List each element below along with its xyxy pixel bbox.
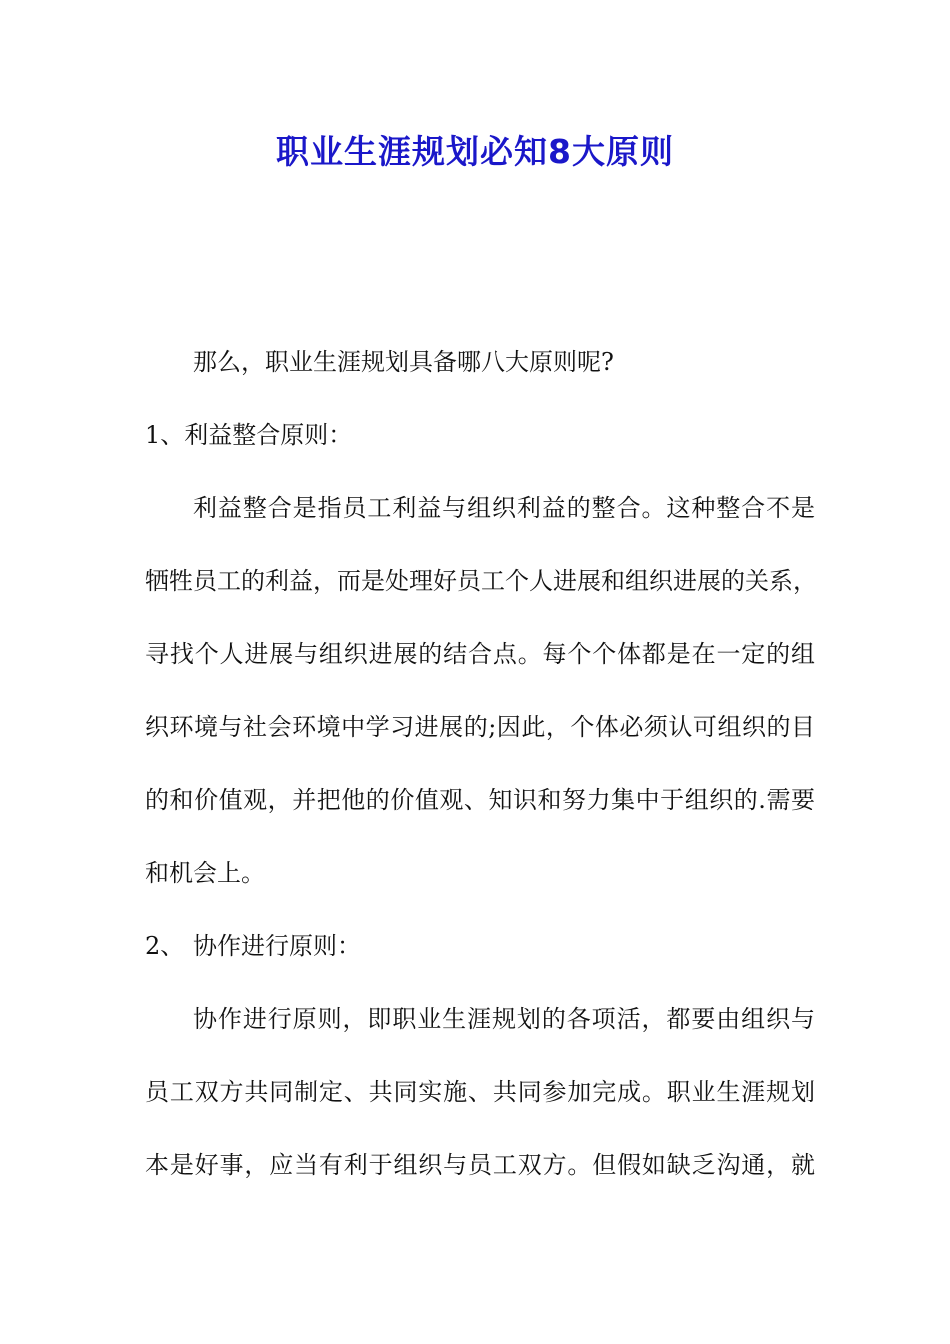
- paragraph-line: 牺牲员工的利益，而是处理好员工个人进展和组织进展的关系，: [145, 567, 817, 595]
- document-body: [145, 338, 815, 1214]
- section-heading-2: [145, 922, 815, 995]
- paragraph-line: 员工双方共同制定、共同实施、共同参加完成。职业生涯规划: [145, 1078, 815, 1106]
- paragraph-line: 利益整合是指员工利益与组织利益的整合。这种整合不是: [193, 494, 815, 522]
- intro-paragraph: 那么，职业生涯规划具备哪八大原则呢?: [193, 348, 614, 376]
- section-heading-number: 1、: [145, 421, 185, 449]
- section-heading-label: 协作进行原则：: [193, 932, 361, 960]
- section-heading-1: [145, 411, 815, 484]
- paragraph-line: 织环境与社会环境中学习进展的;因此，个体必须认可组织的目: [145, 713, 815, 741]
- section-heading-number: 2、: [145, 932, 185, 960]
- paragraph-line: 本是好事，应当有利于组织与员工双方。但假如缺乏沟通，就: [145, 1151, 815, 1179]
- paragraph-line: 和机会上。: [145, 859, 265, 887]
- document-title: 职业生涯规划必知8大原则: [276, 132, 674, 171]
- paragraph-line: 寻找个人进展与组织进展的结合点。每个个体都是在一定的组: [145, 640, 815, 668]
- paragraph-line: 协作进行原则，即职业生涯规划的各项活，都要由组织与: [193, 1005, 815, 1033]
- section-heading-label: 利益整合原则：: [184, 421, 353, 449]
- paragraph-line: 的和价值观，并把他的价值观、知识和努力集中于组织的.需要: [145, 786, 815, 814]
